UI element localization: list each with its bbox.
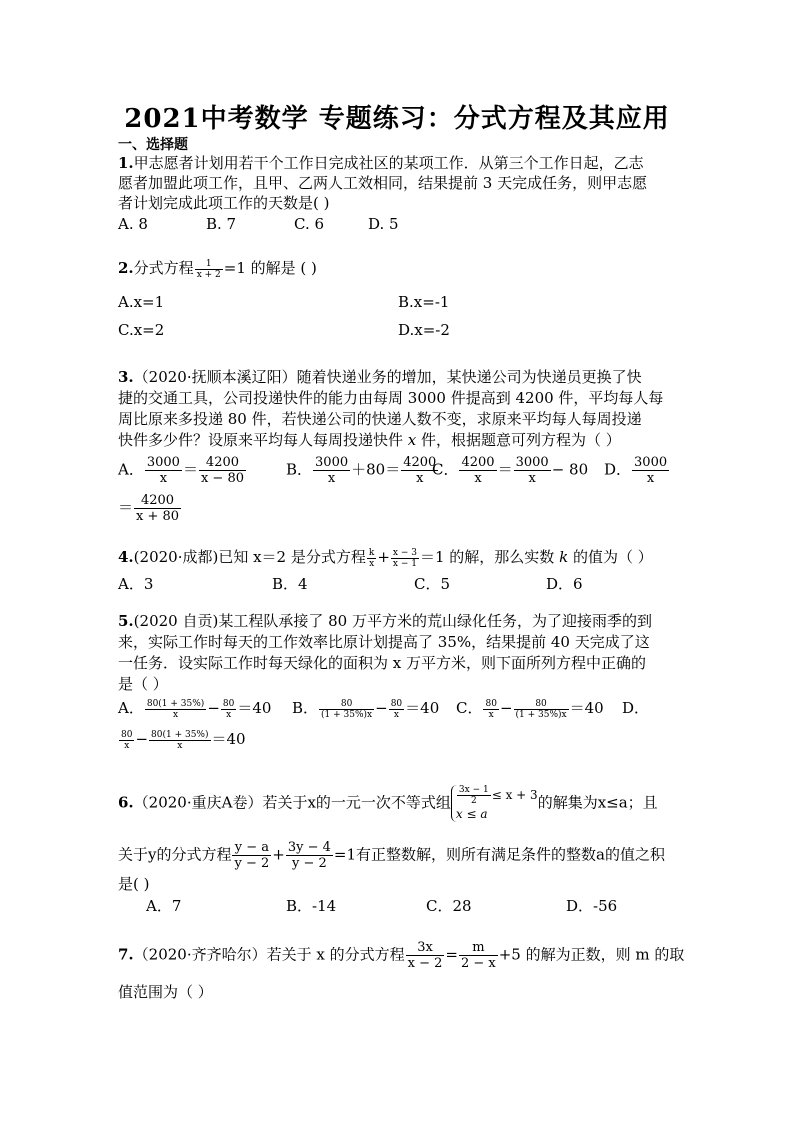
q4-stem: 4.(2020·成都)已知 x＝2 是分式方程 $\frac{k}{x}$ + $\frac{x - 3}{x - 1}$ ＝1 的解，那么实数 k 的值为（ ） [118, 547, 653, 569]
q4-option-a: A．3 [118, 575, 154, 593]
q6-line2: 关于y的分式方程 $\frac{y - a}{y - 2}$ + $\frac{3y - 4}{y - 2}$ =1有正整数解，则所有满足条件的整数a的值之积 [118, 840, 665, 871]
q5-option-d: $\frac{80}{x}$ − $\frac{80(1 + 35\%)}{x}$ ＝40 [121, 729, 246, 751]
q5-line2: 来，实际工作时每天的工作效率比原计划提高了 35%，结果提前 40 天完成了这 [118, 633, 650, 651]
q5-line3: 一任务．设实际工作时每天绿化的面积为 x 万平方米，则下面所列方程中正确的 [118, 654, 646, 672]
q6-option-c: C．28 [426, 897, 472, 915]
q1-option-c: C. 6 [294, 215, 325, 233]
q4-option-c: C．5 [414, 575, 451, 593]
q6-inequality-system: $\frac{3x - 1}{2}$ ≤ x + 3 x ≤ a [451, 785, 538, 822]
q3-line4: 快件多少件？设原来平均每人每周投递快件 x 件，根据题意可列方程为（ ） [118, 431, 621, 449]
q2-option-c: C.x=2 [118, 321, 165, 339]
q3-line3: 周比原来多投递 80 件，若快递公司的快递人数不变，求原来平均每人每周投递 [118, 410, 642, 428]
page-title: 2021中考数学 专题练习：分式方程及其应用 [124, 104, 670, 134]
q6-option-d: D．-56 [566, 897, 618, 915]
q1-option-a: A. 8 [118, 215, 148, 233]
q1-line2: 愿者加盟此项工作，且甲、乙两人工效相同，结果提前 3 天完成任务，则甲志愿 [118, 174, 648, 192]
q3-line2: 捷的交通工具，公司投递快件的能力由每周 3000 件提高到 4200 件，平均每人每 [118, 389, 664, 407]
q5-option-a: A． $\frac{80(1 + 35\%)}{x}$ − $\frac{80}{x}$ ＝40 [118, 698, 272, 720]
q1-option-d: D. 5 [368, 215, 399, 233]
q3-option-a: A． $\frac{3000}{x}$ ＝ $\frac{4200}{x - 80}$ [118, 455, 244, 486]
q5-line4: 是（ ） [118, 675, 168, 693]
q2-option-a: A.x=1 [118, 293, 165, 311]
q7-stem: 7.（2020·齐齐哈尔）若关于 x 的分式方程 $\frac{3x}{x - 2}$ = $\frac{m}{2 - x}$ +5 的解为正数，则 m 的取 [118, 940, 685, 971]
q1-line3: 者计划完成此项工作的天数是( ) [118, 194, 330, 212]
q3-option-d: D． $\frac{3000}{x}$ [604, 455, 668, 486]
q6-option-a: A．7 [146, 897, 182, 915]
q3-option-d-cont: ＝ $\frac{4200}{x + 80}$ [118, 493, 180, 524]
q1-option-b: B. 7 [206, 215, 237, 233]
q6-option-b: B．-14 [286, 897, 337, 915]
q2-fraction: $\frac{1}{x + 2}$ [196, 258, 221, 280]
q2-option-b: B.x=-1 [398, 293, 450, 311]
q4-option-d: D．6 [546, 575, 583, 593]
q5-line1: 5.(2020 自贡)某工程队承接了 80 万平方米的荒山绿化任务，为了迎接雨季的到 [118, 612, 652, 630]
q5-option-d-label: D． [622, 699, 650, 717]
q7-line2: 值范围为（ ） [118, 983, 213, 1001]
q3-line1: 3.（2020·抚顺本溪辽阳）随着快递业务的增加，某快递公司为快递员更换了快 [118, 368, 642, 386]
section-heading: 一、选择题 [118, 137, 188, 153]
q5-option-c: C． $\frac{80}{x}$ − $\frac{80}{(1 + 35\%)x}$ ＝40 [456, 698, 604, 720]
q2-stem: 2.分式方程 $\frac{1}{x + 2}$ =1 的解是 ( ) [118, 258, 317, 280]
q3-option-b: B． $\frac{3000}{x}$ ＋80＝ $\frac{4200}{x}$ [286, 455, 437, 486]
q2-option-d: D.x=-2 [398, 321, 450, 339]
q3-option-c: C． $\frac{4200}{x}$ ＝ $\frac{3000}{x}$ − 80 [432, 455, 589, 486]
q6-stem: 6.（2020·重庆A卷）若关于x的一元一次不等式组 $\frac{3x - 1}{2}$ ≤ x + 3 x ≤ a的解集为x≤a；且 [118, 785, 658, 821]
q6-line3: 是( ) [118, 875, 150, 893]
q5-option-b: B． $\frac{80}{(1 + 35\%)x}$ − $\frac{80}{x}$ ＝40 [292, 698, 440, 720]
q4-option-b: B．4 [272, 575, 308, 593]
q1-line1: 1.甲志愿者计划用若干个工作日完成社区的某项工作．从第三个工作日起，乙志 [118, 154, 644, 172]
